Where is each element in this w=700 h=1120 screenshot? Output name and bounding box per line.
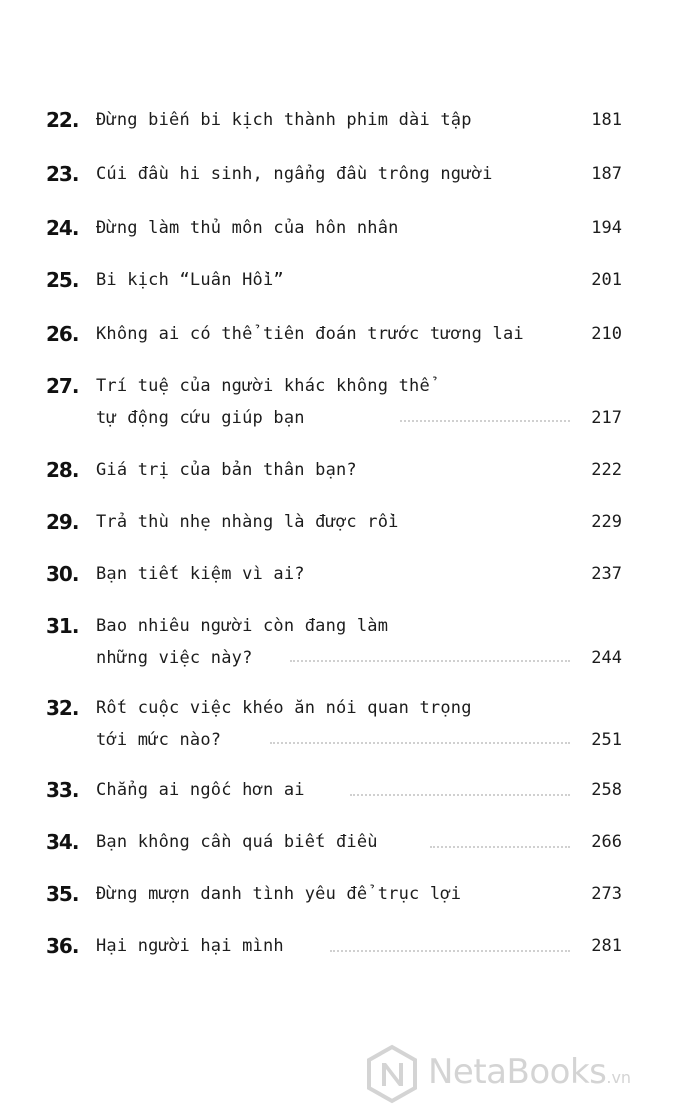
page-number: 201 (591, 270, 622, 290)
chapter-title: Trả thù nhẹ nhàng là được rồi (96, 512, 399, 532)
chapter-number: 27. (46, 374, 79, 398)
chapter-title: Không ai có thể tiên đoán trước tương lai (96, 324, 524, 344)
page-number: 194 (591, 218, 622, 238)
page-number: 237 (591, 564, 622, 584)
page-number: 251 (591, 730, 622, 750)
page-number: 187 (591, 164, 622, 184)
dot-leader (270, 742, 570, 744)
chapter-title: Giá trị của bản thân bạn? (96, 460, 357, 480)
chapter-title-line-2: tới mức nào? (96, 730, 222, 750)
chapter-number: 26. (46, 322, 79, 346)
page-number: 222 (591, 460, 622, 480)
page-number: 181 (591, 110, 622, 130)
chapter-number: 25. (46, 268, 79, 292)
chapter-number: 30. (46, 562, 79, 586)
chapter-title-line-2: tự động cứu giúp bạn (96, 408, 305, 428)
page-number: 229 (591, 512, 622, 532)
chapter-title: Chẳng ai ngốc hơn ai (96, 780, 305, 800)
chapter-number: 29. (46, 510, 79, 534)
chapter-number: 33. (46, 778, 79, 802)
dot-leader (290, 660, 570, 662)
chapter-number: 28. (46, 458, 79, 482)
dot-leader (350, 794, 570, 796)
page-number: 281 (591, 936, 622, 956)
chapter-title-line-1: Bao nhiêu người còn đang làm (96, 616, 389, 636)
page-number: 217 (591, 408, 622, 428)
page-number: 244 (591, 648, 622, 668)
chapter-title-line-2: những việc này? (96, 648, 253, 668)
watermark (362, 1044, 692, 1100)
chapter-number: 34. (46, 830, 79, 854)
chapter-number: 35. (46, 882, 79, 906)
chapter-title: Đừng biến bi kịch thành phim dài tập (96, 110, 472, 130)
chapter-title: Bi kịch “Luân Hồi” (96, 270, 284, 290)
chapter-number: 23. (46, 162, 79, 186)
dot-leader (430, 846, 570, 848)
chapter-number: 22. (46, 108, 79, 132)
watermark-brand-name: NetaBooks (428, 1052, 607, 1092)
watermark-domain-suffix: .vn (606, 1068, 632, 1087)
chapter-title: Đừng làm thủ môn của hôn nhân (96, 218, 399, 238)
dot-leader (330, 950, 570, 952)
n-hexagon-logo-icon (362, 1044, 422, 1104)
chapter-title: Hại người hại mình (96, 936, 284, 956)
chapter-number: 32. (46, 696, 79, 720)
page-number: 266 (591, 832, 622, 852)
chapter-title-line-1: Rốt cuộc việc khéo ăn nói quan trọng (96, 698, 472, 718)
chapter-number: 24. (46, 216, 79, 240)
page-number: 258 (591, 780, 622, 800)
page-number: 273 (591, 884, 622, 904)
chapter-title: Cúi đầu hi sinh, ngẩng đầu trông người (96, 164, 493, 184)
watermark-brand (428, 1052, 631, 1092)
dot-leader (400, 420, 570, 422)
chapter-title: Bạn không cần quá biết điều (96, 832, 378, 852)
chapter-number: 36. (46, 934, 79, 958)
page-number: 210 (591, 324, 622, 344)
chapter-number: 31. (46, 614, 79, 638)
chapter-title-line-1: Trí tuệ của người khác không thể (96, 376, 430, 396)
chapter-title: Đừng mượn danh tình yêu để trục lợi (96, 884, 462, 904)
chapter-title: Bạn tiết kiệm vì ai? (96, 564, 305, 584)
